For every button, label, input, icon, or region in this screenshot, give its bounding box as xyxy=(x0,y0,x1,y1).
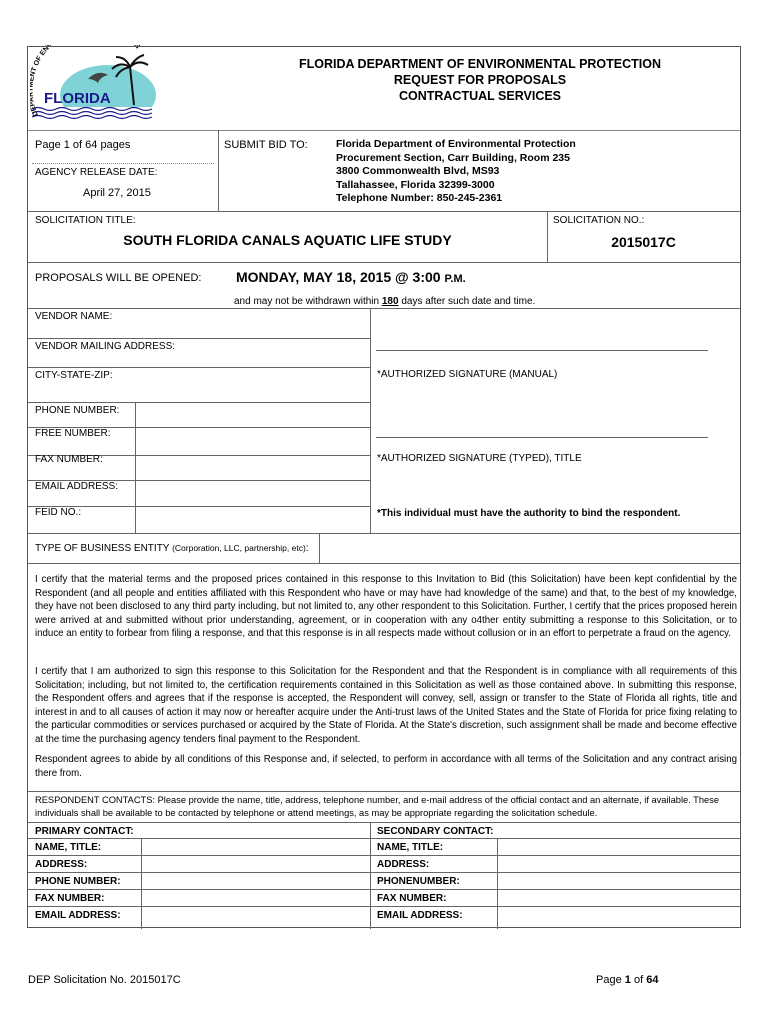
submit-address-line: Tallahassee, Florida 32399-3000 xyxy=(336,178,495,191)
solicitation-form xyxy=(27,46,741,928)
vendor-mailing-label: VENDOR MAILING ADDRESS: xyxy=(35,341,176,352)
vendor-name-label: VENDOR NAME: xyxy=(35,311,113,322)
certification-para-3: Respondent agrees to abide by all conditions of this Response and, if selected, to perform in accordance with all terms of the Solicitation and any contract arising there from. xyxy=(35,754,737,779)
agency-release-label: AGENCY RELEASE DATE: xyxy=(35,167,158,178)
certification-para-2: I certify that I am authorized to sign this response to this Solicitation for the Respondent and that the Respondent is in compliance with all requirements of this Solicitation; including, but not limited to, the certification requirements contained in this Solicitation as well as those contained above. In submitting this response, the Respondent offers and agrees that if the response is accepted, the Respondent will convey, sell, assign or transfer to the State of Florida all rights, title and interest in and to all causes of action it may now or hereafter acquire under the Anti-trust laws of the United States and the State of Florida for price fixing relating to the particular commodities or services purchased or acquired by the State of Florida. At the State's discretion, such assignment shall be made and become effective at the time the purchasing agency tenders final payment to the Respondent. xyxy=(35,666,737,745)
free-number-label: FREE NUMBER: xyxy=(35,428,111,439)
footer-page-num: 1 xyxy=(624,974,631,986)
page-count: Page 1 of 64 pages xyxy=(35,139,131,151)
solicitation-title: SOUTH FLORIDA CANALS AQUATIC LIFE STUDY xyxy=(123,232,452,248)
submit-address xyxy=(336,138,576,206)
opened-pm: P.M. xyxy=(444,273,466,285)
sig-manual-label: *AUTHORIZED SIGNATURE (MANUAL) xyxy=(377,369,558,380)
submit-address-line: Florida Department of Environmental Protection xyxy=(336,138,576,150)
feid-label: FEID NO.: xyxy=(35,507,82,518)
header-line1: FLORIDA DEPARTMENT OF ENVIRONMENTAL PROTECTION xyxy=(298,57,662,71)
solicitation-number: 2015017C xyxy=(611,234,676,250)
footer-solicitation-no: DEP Solicitation No. 2015017C xyxy=(28,974,181,986)
business-entity-colon: : xyxy=(305,543,309,554)
secondary-address-label: ADDRESS: xyxy=(377,859,430,870)
opened-date-text: MONDAY, MAY 18, 2015 @ 3:00 xyxy=(236,269,441,285)
opened-label: PROPOSALS WILL BE OPENED: xyxy=(35,272,202,284)
withdraw-post: days after such date and time. xyxy=(401,296,536,307)
secondary-contact-label: SECONDARY CONTACT: xyxy=(377,826,494,837)
withdraw-days: 180 xyxy=(381,296,399,307)
sig-authority-note: *This individual must have the authority to bind the respondent. xyxy=(377,508,681,519)
logo-arc-text: DE T OF ENV N xyxy=(30,45,141,117)
phone-number-label: PHONE NUMBER: xyxy=(35,405,120,416)
business-entity-hint: (Corporation, LLC, partnership, etc) xyxy=(172,543,306,553)
solicitation-no-label: SOLICITATION NO.: xyxy=(553,215,645,226)
header-line2: REQUEST FOR PROPOSALS xyxy=(393,73,567,87)
solicitation-title-label: SOLICITATION TITLE: xyxy=(35,215,136,226)
footer-page-of: of xyxy=(633,974,644,986)
primary-phone-label: PHONE NUMBER: xyxy=(35,876,121,887)
agency-release-date: April 27, 2015 xyxy=(83,187,151,199)
secondary-name-label: NAME, TITLE: xyxy=(377,842,444,853)
primary-address-label: ADDRESS: xyxy=(35,859,88,870)
footer-page-number xyxy=(596,974,658,986)
secondary-email-label: EMAIL ADDRESS: xyxy=(377,910,463,921)
primary-email-label: EMAIL ADDRESS: xyxy=(35,910,121,921)
contacts-instructions: RESPONDENT CONTACTS: Please provide the name, title, address, telephone number, and e-mail address of the official contact and an alternate, if available. These individuals shall be available to be contacted by telephone or attend meetings, as may be appropriate regarding the solicitation schedule. xyxy=(35,795,720,818)
email-address-label: EMAIL ADDRESS: xyxy=(35,481,118,492)
primary-contact-label: PRIMARY CONTACT: xyxy=(35,826,134,837)
primary-name-label: NAME, TITLE: xyxy=(35,842,102,853)
opened-date xyxy=(236,269,466,285)
business-entity-label xyxy=(35,543,309,554)
primary-fax-label: FAX NUMBER: xyxy=(35,893,105,904)
submit-label: SUBMIT BID TO: xyxy=(224,139,308,151)
submit-address-line: Procurement Section, Carr Building, Room 235 xyxy=(336,151,570,164)
logo-word: FLORIDA xyxy=(44,90,111,107)
submit-address-line: 3800 Commonwealth Blvd, MS93 xyxy=(336,165,500,177)
secondary-phone-label: PHONENUMBER: xyxy=(377,876,460,887)
footer-page-total: 64 xyxy=(646,974,659,986)
withdraw-note xyxy=(234,296,535,307)
secondary-fax-label: FAX NUMBER: xyxy=(377,893,447,904)
withdraw-pre: and may not be withdrawn within xyxy=(234,296,380,307)
fax-number-label: FAX NUMBER: xyxy=(35,454,103,465)
footer-page-pre: Page xyxy=(596,974,622,986)
submit-address-line: Telephone Number: 850-245-2361 xyxy=(336,192,503,204)
sig-typed-label: *AUTHORIZED SIGNATURE (TYPED), TITLE xyxy=(377,453,582,464)
city-state-zip-label: CITY-STATE-ZIP: xyxy=(35,370,113,381)
header-line3: CONTRACTUAL SERVICES xyxy=(398,89,562,103)
certification-para-1: I certify that the material terms and the proposed prices contained in this response to this Invitation to Bid (this Solicitation) have been kept confidential by the Respondent (and all people and entities affiliated with this Respondent who have or may have had knowledge of the same) and that, to the best of my knowledge, they have not been disclosed to any third party including, but not limited to, any other respondent to this Solicitation. Further, I certify that the prices proposed herein were arrived at and submitted without prior understanding, agreement, or in cooperation with any o4ther entity submitting a response to this Solicitation, or to induce an entity to forbear from filing a response, and that this response is in all respects made without collusion or in an effort to perpetrate a fraud on the agency. xyxy=(35,574,737,640)
business-entity-text: TYPE OF BUSINESS ENTITY xyxy=(35,543,170,554)
